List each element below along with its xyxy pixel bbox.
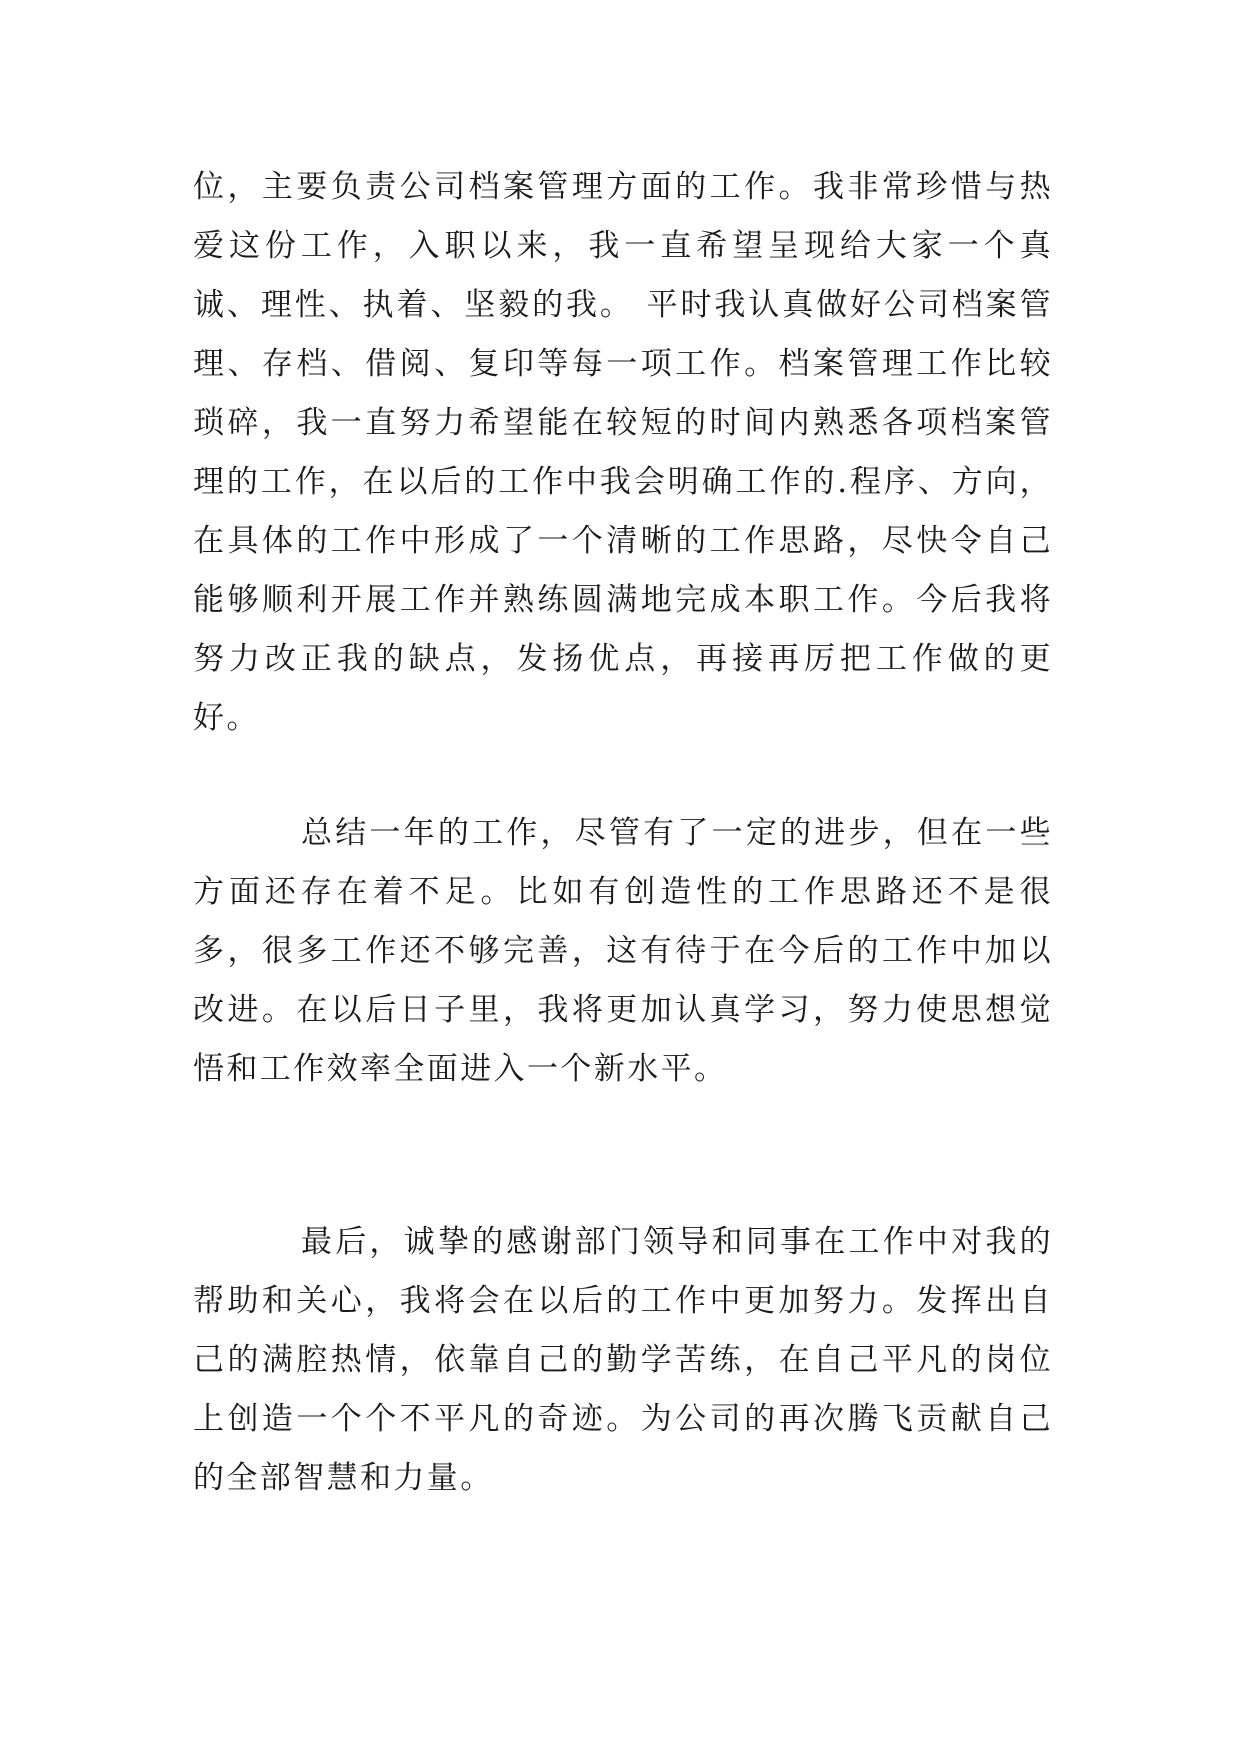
paragraph-work-summary: 位，主要负责公司档案管理方面的工作。我非常珍惜与热爱这份工作，入职以来，我一直希望呈现给大家一个真诚、理性、执着、坚毅的我。 平时我认真做好公司档案管理、存档、借阅、复印等每一项工作。档案管理工作比较琐碎，我一直努力希望能在较短的时间内熟悉各项档案管理的工作，在以后的工作中我会明确工作的.程序、方向，在具体的工作中形成了一个清晰的工作思路，尽快令自己能够顺利开展工作并熟练圆满地完成本职工作。今后我将努力改正我的缺点，发扬优点，再接再厉把工作做的更好。 — [193, 169, 1053, 736]
paragraph-closing-thanks: 最后，诚挚的感谢部门领导和同事在工作中对我的帮助和关心，我将会在以后的工作中更加努力。发挥出自己的满腔热情，依靠自己的勤学苦练，在自己平凡的岗位上创造一个个不平凡的奇迹。为公司的再次腾飞贡献自己的全部智慧和力量。 — [193, 1224, 1053, 1496]
paragraph-shortcomings: 总结一年的工作，尽管有了一定的进步，但在一些方面还存在着不足。比如有创造性的工作思路还不是很多，很多工作还不够完善，这有待于在今后的工作中加以改进。在以后日子里，我将更加认真学习，努力使思想觉悟和工作效率全面进入一个新水平。 — [193, 815, 1053, 1087]
